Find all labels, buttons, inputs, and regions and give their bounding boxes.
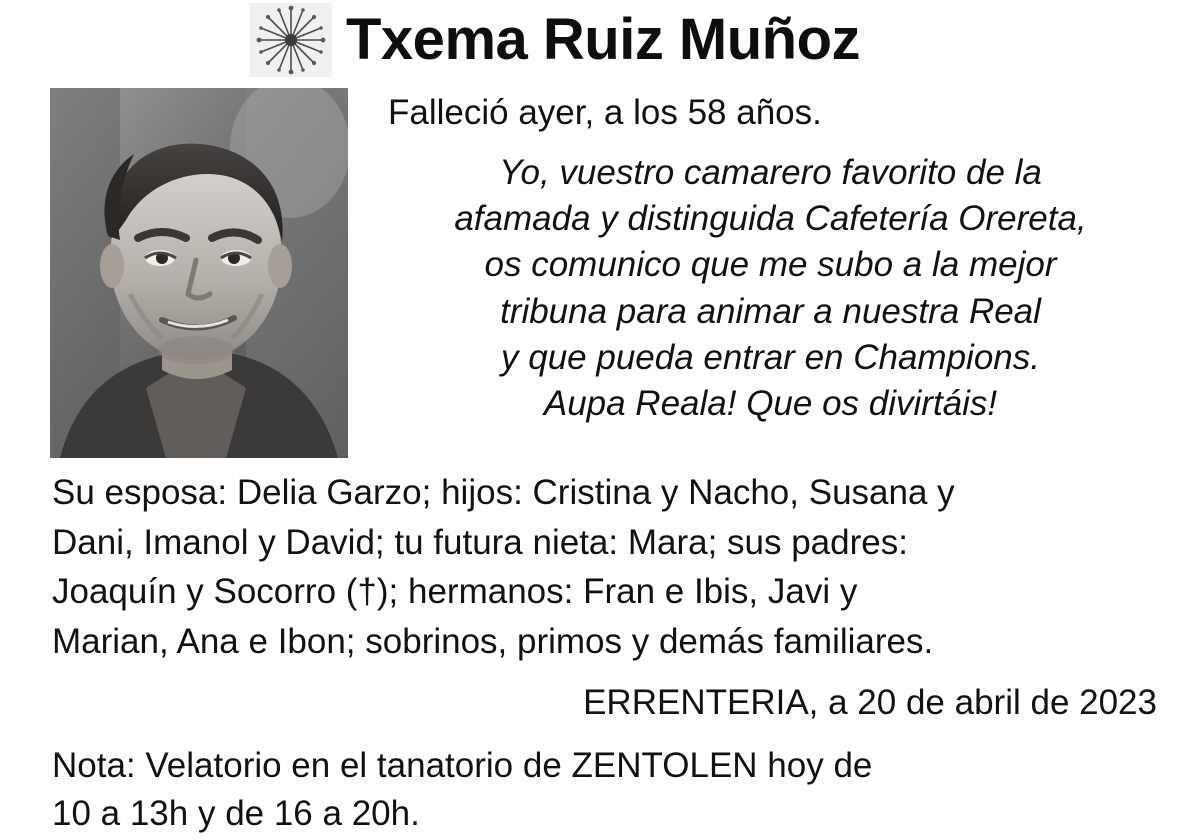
note-line: 10 a 13h y de 16 a 20h. (52, 794, 420, 834)
obituary-right-column (388, 92, 1153, 427)
family-line: Dani, Imanol y David; tu futura nieta: Mara; sus padres: (52, 522, 908, 562)
family-line: Su esposa: Delia Garzo; hijos: Cristina y Nacho, Susana y (52, 473, 955, 512)
obituary-header (0, 0, 1198, 78)
message-line: os comunico que me subo a la mejor (484, 245, 1057, 285)
flower-icon (250, 3, 332, 77)
note-line: Nota: Velatorio en el tanatorio de ZENTOLEN hoy de (52, 746, 873, 785)
message-line: Yo, vuestro camarero favorito de la (499, 153, 1042, 192)
message-line: y que pueda entrar en Champions. (501, 337, 1040, 377)
family-list (52, 468, 1162, 667)
page-title: Txema Ruiz Muñoz (346, 7, 861, 72)
message-line: Aupa Reala! Que os divirtáis! (543, 383, 998, 423)
message-line: tribuna para animar a nuestra Real (500, 291, 1041, 331)
farewell-message (388, 150, 1153, 427)
family-line: Joaquín y Socorro (†); hermanos: Fran e Ibis, Javi y (52, 572, 858, 612)
wake-note (52, 742, 1162, 839)
message-line: afamada y distinguida Cafetería Orereta, (454, 199, 1087, 239)
family-line: Marian, Ana e Ibon; sobrinos, primos y demás familiares. (52, 622, 934, 662)
place-and-date: ERRENTERIA, a 20 de abril de 2023 (583, 683, 1157, 722)
portrait-photo (50, 88, 348, 458)
death-line: Falleció ayer, a los 58 años. (388, 93, 822, 132)
